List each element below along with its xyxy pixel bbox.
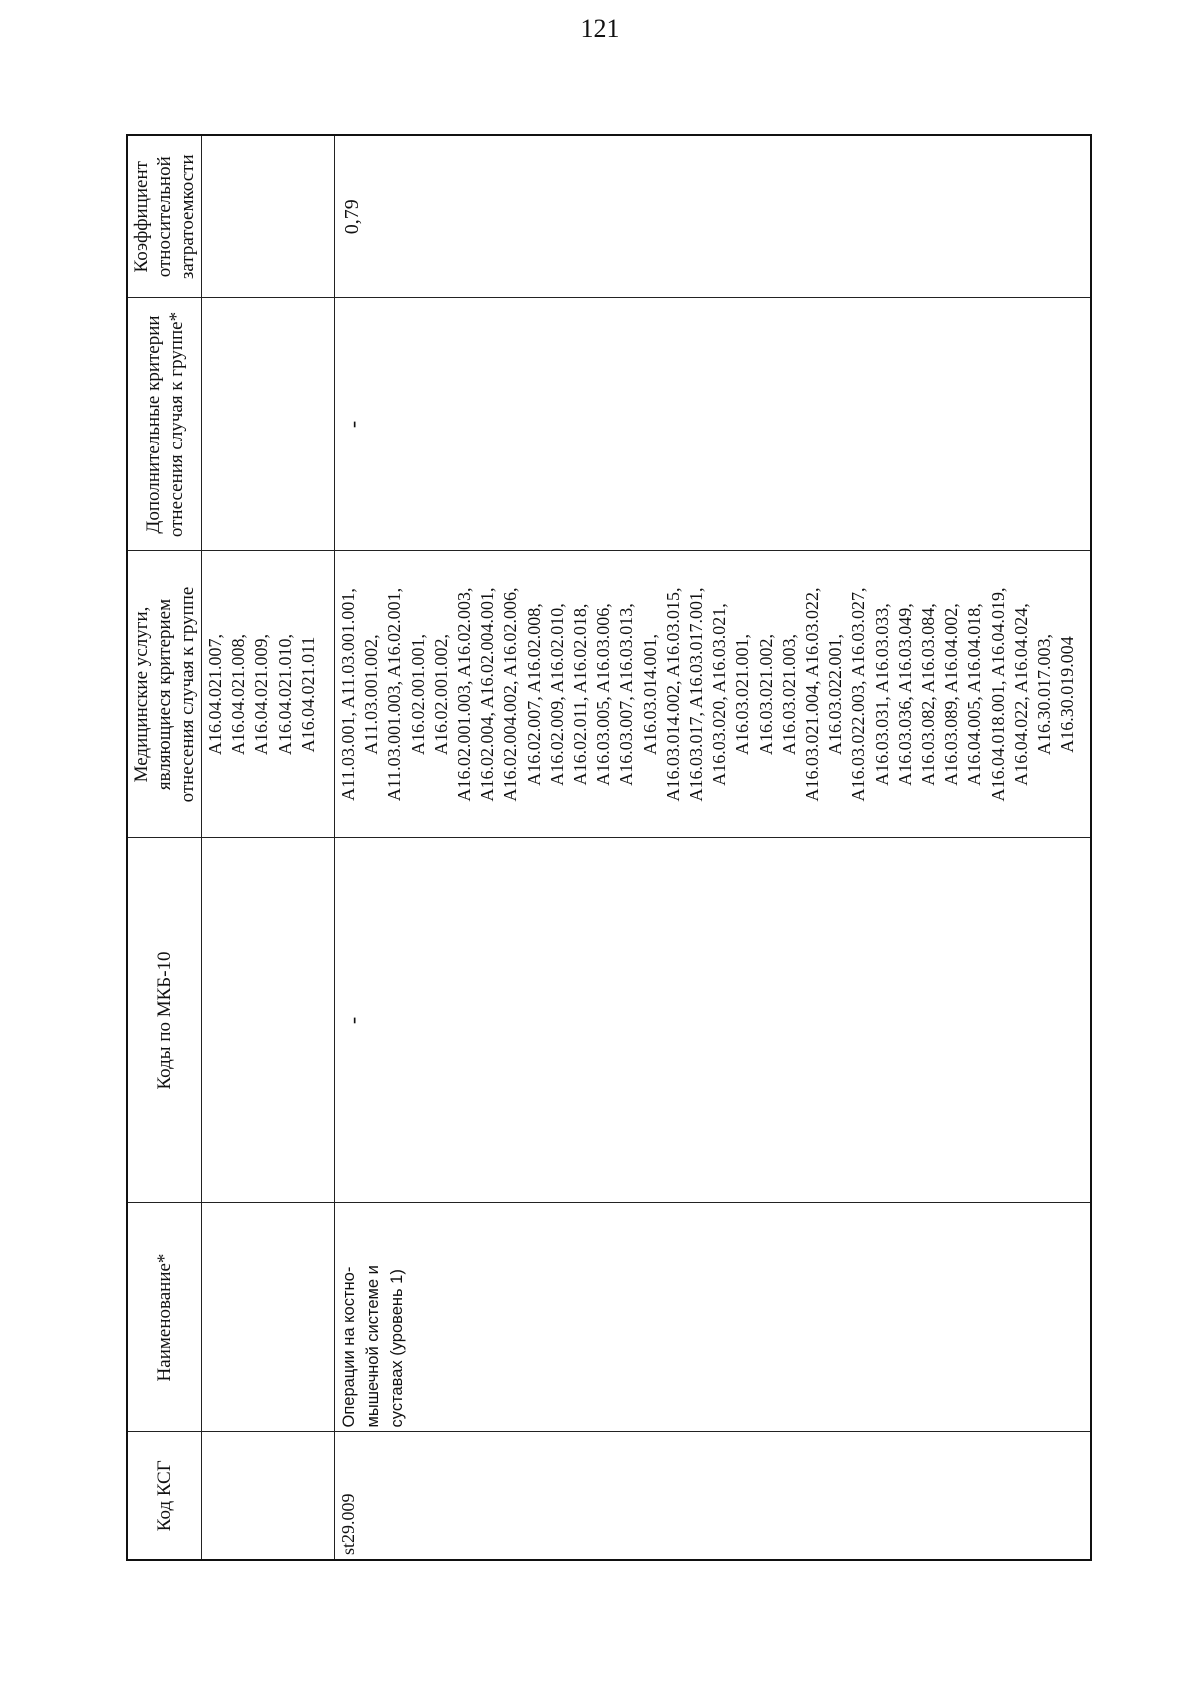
service-code-line: A16.03.089, A16.04.002, (941, 603, 962, 786)
cell-mkb-codes: - (335, 838, 1092, 1203)
header-name: Наименование* (127, 1203, 202, 1432)
cell-mkb-empty (202, 838, 335, 1203)
service-code-line: A16.03.022.001, (825, 634, 846, 755)
service-code-line: A16.04.021.009, (251, 634, 272, 755)
service-code-line: A16.03.021.004, A16.03.022, (802, 587, 823, 802)
service-code-line: A16.02.007, A16.02.008, (523, 603, 544, 786)
service-code-line: A16.04.005, A16.04.018, (964, 603, 985, 786)
service-code-line: A16.04.018.001, A16.04.019, (987, 587, 1008, 802)
service-code-line: A16.03.082, A16.03.084, (918, 603, 939, 786)
service-code-line: A16.04.021.008, (228, 634, 249, 755)
service-code-line: A16.30.019.004 (1057, 636, 1078, 753)
cell-ksg-code-empty (202, 1432, 335, 1560)
cell-ksg-code: st29.009 (335, 1432, 1092, 1560)
service-code-line: A16.03.007, A16.03.013, (616, 603, 637, 786)
header-ksg-code: Код КСГ (127, 1432, 202, 1560)
table-header-row (127, 135, 202, 1560)
header-services: Медицинские услуги, являющиеся критерием отнесения случая к группе (127, 551, 202, 838)
service-code-line: A11.03.001.002, (361, 634, 382, 755)
table-row-continuation (202, 135, 335, 1560)
service-code-line: A11.03.001.003, A16.02.001, (384, 587, 405, 802)
service-code-line: A16.03.014.001, (639, 634, 660, 755)
cell-coefficient-empty (202, 135, 335, 298)
header-criteria: Дополнительные критерии отнесения случая к группе* (127, 298, 202, 551)
service-code-line: A16.03.031, A16.03.033, (871, 603, 892, 786)
ksg-table (126, 134, 1092, 1561)
services-list (337, 556, 1080, 834)
service-code-line: A11.03.001, A11.03.001.001, (338, 588, 358, 801)
service-code-line: A16.30.017.003, (1034, 634, 1055, 755)
header-coefficient: Коэффициент относительной затратоемкости (127, 135, 202, 298)
cell-coefficient: 0,79 (335, 135, 1092, 298)
service-code-line: A16.02.009, A16.02.010, (546, 603, 567, 786)
cell-name-empty (202, 1203, 335, 1432)
cell-services (335, 551, 1092, 838)
cell-criteria: - (335, 298, 1092, 551)
service-code-line: A16.02.001.002, (430, 634, 451, 755)
service-code-line: A16.03.036, A16.03.049, (894, 603, 915, 786)
service-code-line: A16.03.005, A16.03.006, (593, 603, 614, 786)
header-mkb-codes: Коды по МКБ-10 (127, 838, 202, 1203)
cell-name: Операции на костно-мышечной системе и суставах (уровень 1) (335, 1203, 1092, 1432)
service-code-line: A16.04.022, A16.04.024, (1010, 603, 1031, 786)
page-number: 121 (580, 14, 620, 43)
table-container (126, 136, 1092, 1561)
service-code-line: A16.04.021.011 (297, 636, 318, 753)
service-code-line: A16.02.004.002, A16.02.006, (500, 587, 521, 802)
service-code-line: A16.03.021.003, (778, 634, 799, 755)
service-code-line: A16.02.001.003, A16.02.003, (454, 587, 475, 802)
service-code-line: A16.02.001.001, (407, 634, 428, 755)
service-code-line: A16.03.020, A16.03.021, (709, 603, 730, 786)
services-list (204, 556, 320, 834)
service-code-line: A16.03.017, A16.03.017.001, (686, 587, 707, 802)
table-row-st29-009 (335, 135, 1092, 1560)
service-code-line: A16.02.004, A16.02.004.001, (477, 587, 498, 802)
cell-criteria-empty (202, 298, 335, 551)
service-code-line: A16.03.014.002, A16.03.015, (662, 587, 683, 802)
service-code-line: A16.04.021.007, (205, 634, 225, 755)
service-code-line: A16.04.021.010, (274, 634, 295, 755)
cell-services-continuation (202, 551, 335, 838)
service-code-line: A16.03.021.002, (755, 634, 776, 755)
service-code-line: A16.03.021.001, (732, 634, 753, 755)
service-code-line: A16.02.011, A16.02.018, (570, 603, 591, 786)
service-code-line: A16.03.022.003, A16.03.027, (848, 587, 869, 802)
